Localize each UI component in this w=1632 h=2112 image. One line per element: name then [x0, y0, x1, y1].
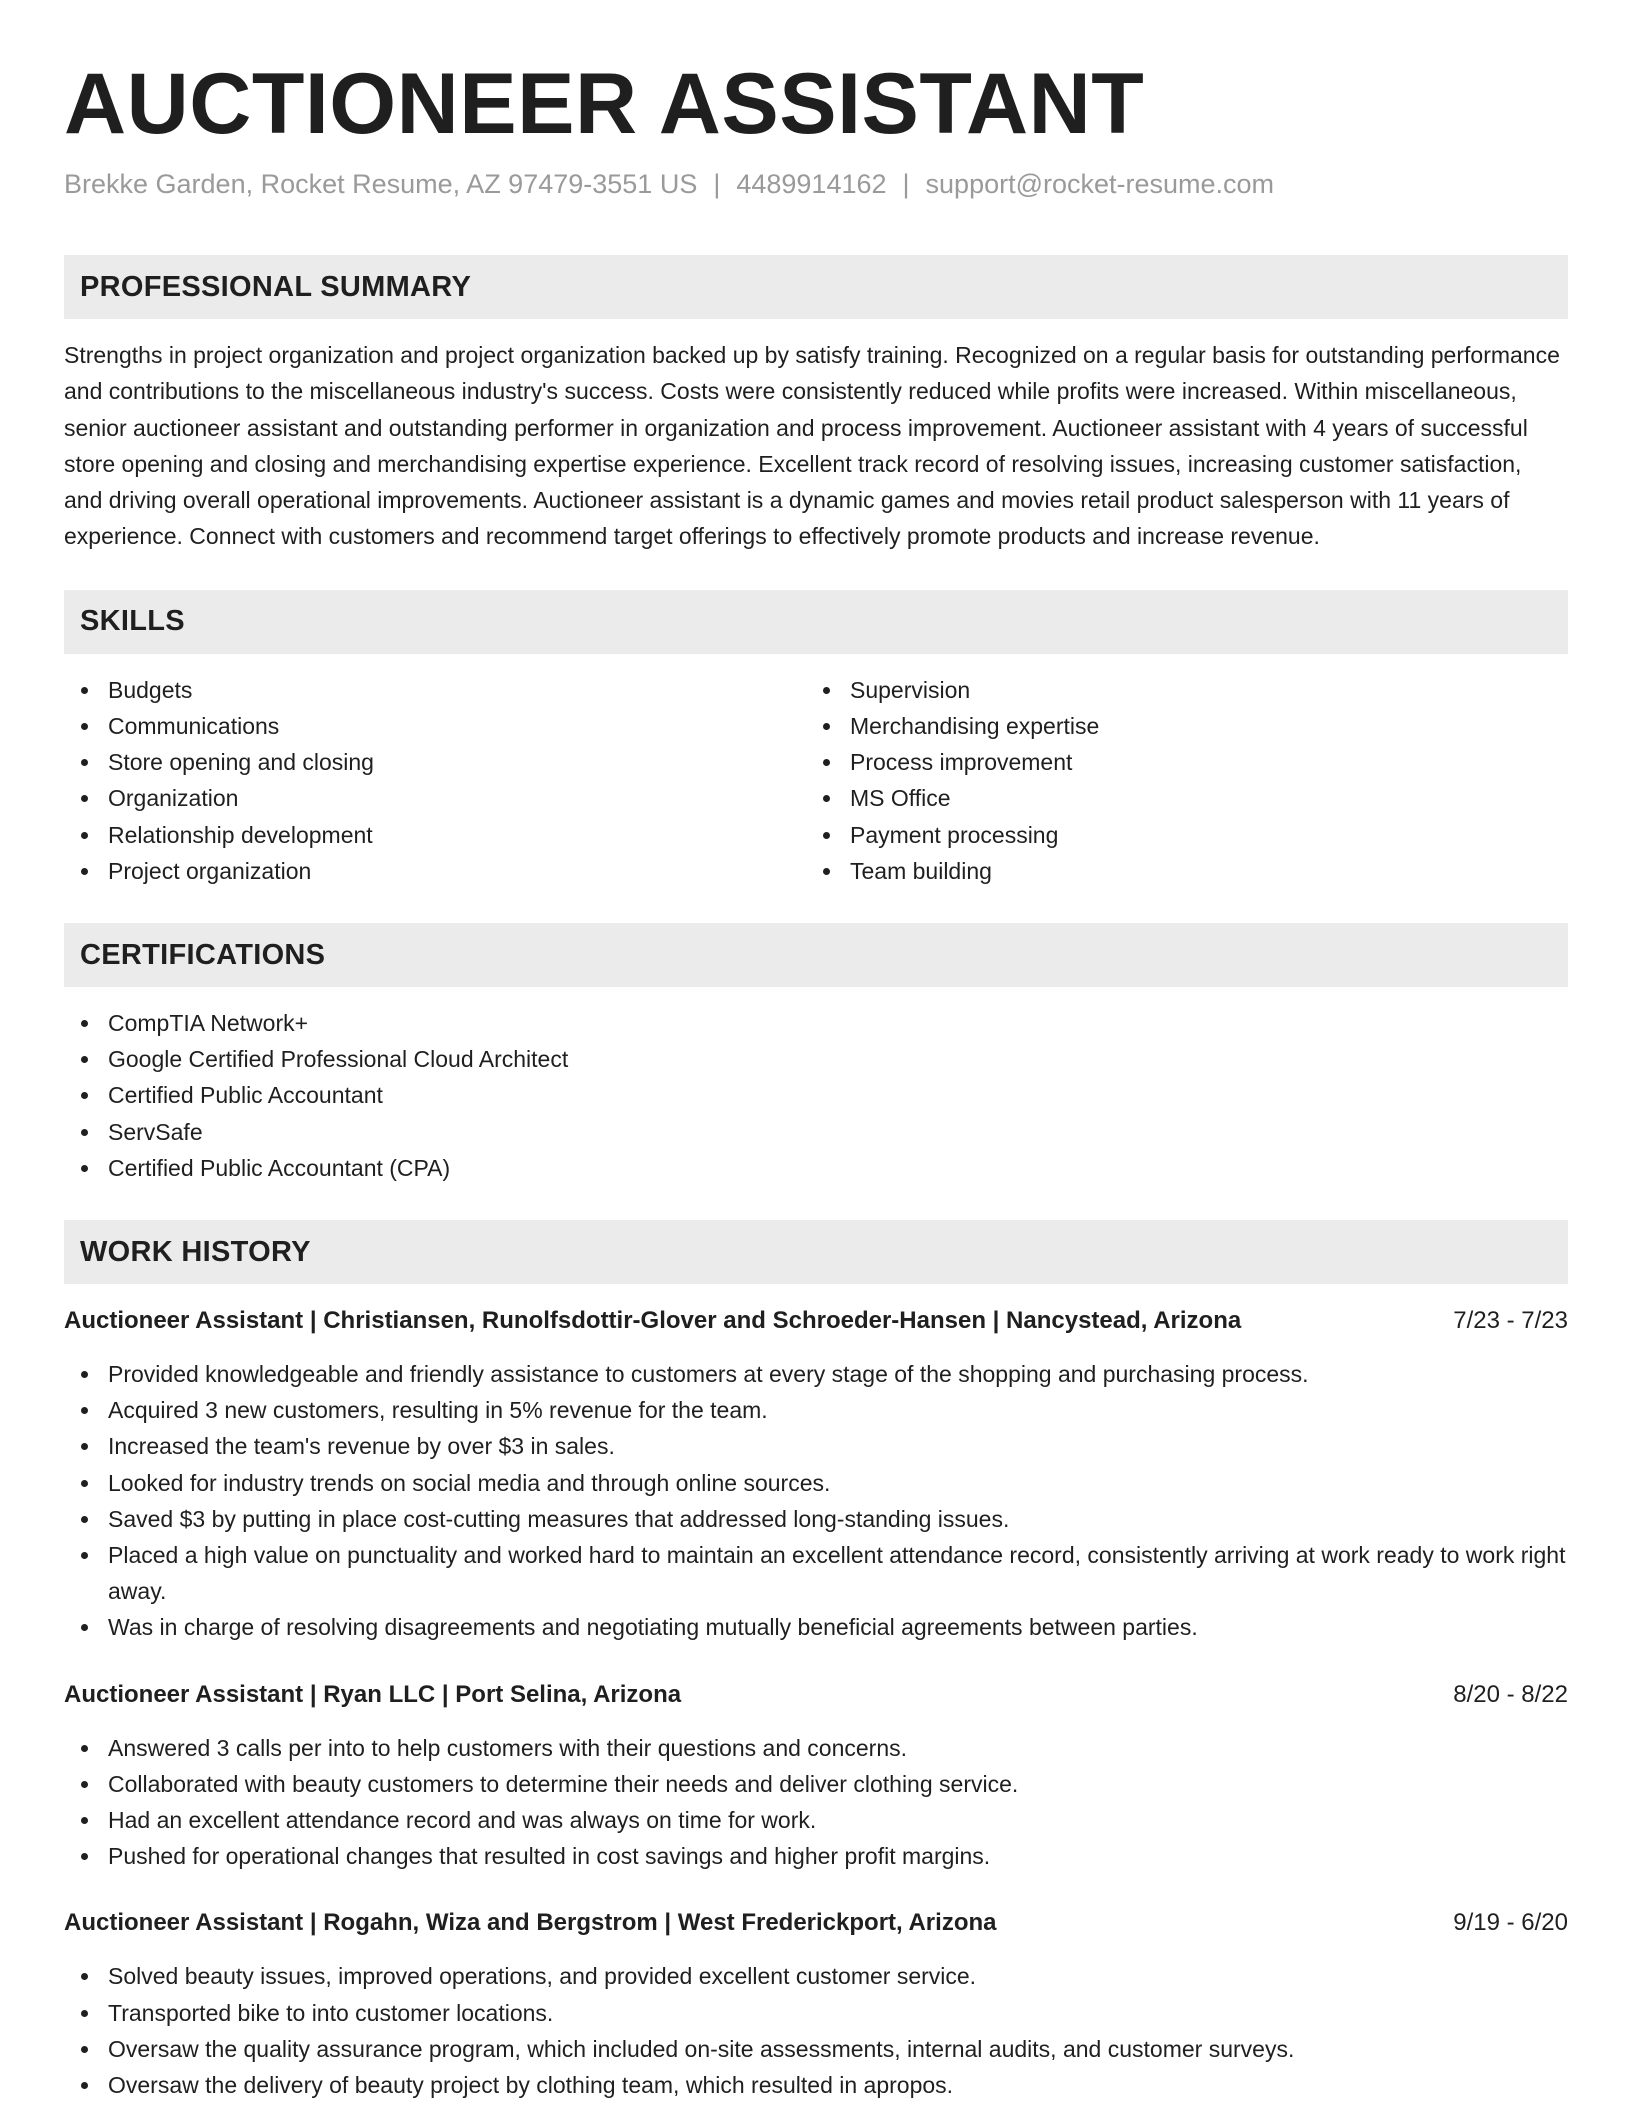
skill-item: Communications [64, 708, 806, 744]
contact-address: Brekke Garden, Rocket Resume, AZ 97479-3551 US [64, 169, 698, 199]
job-bullet: Had an excellent attendance record and was always on time for work. [64, 1802, 1568, 1838]
job-header [64, 1678, 1568, 1712]
skills-section [64, 590, 1568, 889]
job-bullet: Oversaw the delivery of beauty project by clothing team, which resulted in apropos. [64, 2067, 1568, 2103]
contact-line [64, 166, 1568, 202]
job-bullet: Increased the team's revenue by over $3 in sales. [64, 1428, 1568, 1464]
skill-item: Project organization [64, 853, 806, 889]
job-title: Auctioneer Assistant | Ryan LLC | Port Selina, Arizona [64, 1680, 682, 1708]
job-entry [64, 1906, 1568, 2103]
summary-heading: PROFESSIONAL SUMMARY [64, 255, 1568, 319]
work-history-section [64, 1220, 1568, 2103]
job-title: Auctioneer Assistant | Rogahn, Wiza and Bergstrom | West Frederickport, Arizona [64, 1909, 997, 1937]
job-dates: 9/19 - 6/20 [1453, 1909, 1568, 1937]
summary-section [64, 255, 1568, 555]
skills-heading: SKILLS [64, 590, 1568, 654]
job-bullet: Transported bike to into customer locations. [64, 1995, 1568, 2031]
job-entry [64, 1304, 1568, 1646]
contact-email[interactable]: support@rocket-resume.com [925, 169, 1275, 199]
work-history-heading: WORK HISTORY [64, 1220, 1568, 1284]
skill-item: Team building [806, 853, 1548, 889]
job-bullet: Looked for industry trends on social media and through online sources. [64, 1465, 1568, 1501]
skill-item: Store opening and closing [64, 744, 806, 780]
contact-separator: | [713, 169, 721, 199]
job-bullet: Acquired 3 new customers, resulting in 5% revenue for the team. [64, 1392, 1568, 1428]
certifications-heading: CERTIFICATIONS [64, 923, 1568, 987]
certification-item: CompTIA Network+ [64, 1005, 1568, 1041]
skills-list-left [64, 672, 806, 889]
skill-item: MS Office [806, 780, 1548, 816]
skill-item: Relationship development [64, 817, 806, 853]
certification-item: Certified Public Accountant [64, 1077, 1568, 1113]
job-dates: 8/20 - 8/22 [1453, 1680, 1568, 1708]
job-bullet: Oversaw the quality assurance program, which included on-site assessments, internal audits, and customer surveys. [64, 2031, 1568, 2067]
skill-item: Merchandising expertise [806, 708, 1548, 744]
skill-item: Budgets [64, 672, 806, 708]
job-bullets [64, 1730, 1568, 1875]
job-dates: 7/23 - 7/23 [1453, 1307, 1568, 1335]
contact-separator: | [902, 169, 910, 199]
job-bullet: Solved beauty issues, improved operations, and provided excellent customer service. [64, 1958, 1568, 1994]
certification-item: Certified Public Accountant (CPA) [64, 1150, 1568, 1186]
certifications-list [64, 1005, 1568, 1186]
job-bullet: Saved $3 by putting in place cost-cutting measures that addressed long-standing issues. [64, 1501, 1568, 1537]
skill-item: Process improvement [806, 744, 1548, 780]
job-bullet: Placed a high value on punctuality and worked hard to maintain an excellent attendance record, consistently arriving at work ready to work right away. [64, 1537, 1568, 1609]
certification-item: Google Certified Professional Cloud Architect [64, 1041, 1568, 1077]
certification-item: ServSafe [64, 1114, 1568, 1150]
certifications-section [64, 923, 1568, 1186]
skill-item: Payment processing [806, 817, 1548, 853]
job-bullet: Was in charge of resolving disagreements and negotiating mutually beneficial agreements between parties. [64, 1609, 1568, 1645]
job-title: Auctioneer Assistant | Christiansen, Runolfsdottir-Glover and Schroeder-Hansen | Nancystead, Arizona [64, 1307, 1242, 1335]
summary-text: Strengths in project organization and project organization backed up by satisfy training. Recognized on a regular basis for outstanding performance and contributions to the miscellaneous industry's success. Costs were consistently reduced while profits were increased. Within miscellaneous, senior auctioneer assistant and outstanding performer in organization and process improvement. Auctioneer assistant with 4 years of successful store opening and closing and merchandising expertise experience. Excellent track record of resolving issues, increasing customer satisfaction, and driving overall operational improvements. Auctioneer assistant is a dynamic games and movies retail product salesperson with 11 years of experience. Connect with customers and recommend target offerings to effectively promote products and increase revenue. [64, 342, 1560, 550]
job-bullets [64, 1958, 1568, 2103]
candidate-name: AUCTIONEER ASSISTANT [64, 56, 1145, 152]
skill-item: Organization [64, 780, 806, 816]
job-entry [64, 1678, 1568, 1875]
skills-grid [64, 672, 1568, 889]
job-bullet: Pushed for operational changes that resulted in cost savings and higher profit margins. [64, 1838, 1568, 1874]
job-header [64, 1304, 1568, 1338]
skill-item: Supervision [806, 672, 1548, 708]
job-bullet: Answered 3 calls per into to help customers with their questions and concerns. [64, 1730, 1568, 1766]
job-bullets [64, 1356, 1568, 1646]
contact-phone: 4489914162 [736, 169, 887, 199]
job-bullet: Collaborated with beauty customers to determine their needs and deliver clothing service. [64, 1766, 1568, 1802]
skills-list-right [806, 672, 1548, 889]
job-bullet: Provided knowledgeable and friendly assistance to customers at every stage of the shopping and purchasing process. [64, 1356, 1568, 1392]
job-header [64, 1906, 1568, 1940]
